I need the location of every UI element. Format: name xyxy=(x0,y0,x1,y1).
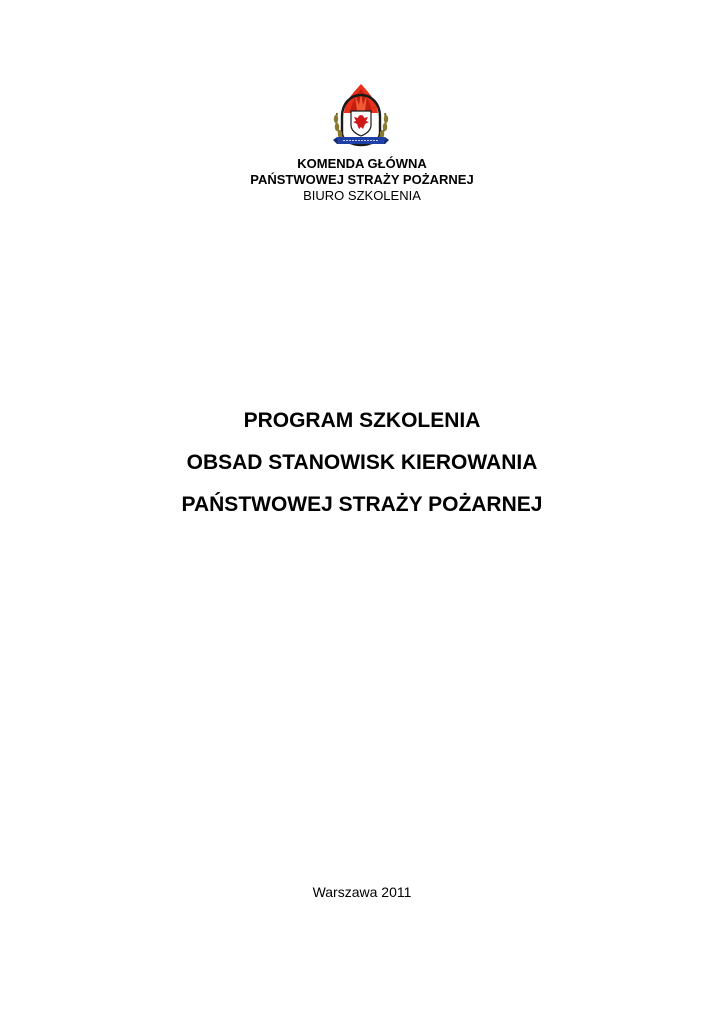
document-title-line-3: PAŃSTWOWEJ STRAŻY POŻARNEJ xyxy=(181,493,543,516)
place-and-date: Warszawa 2011 xyxy=(312,884,412,900)
fire-service-emblem-icon xyxy=(331,83,391,151)
header-department: BIURO SZKOLENIA xyxy=(303,188,421,203)
header-organization: KOMENDA GŁÓWNA xyxy=(297,156,427,171)
document-title-line-2: OBSAD STANOWISK KIEROWANIA xyxy=(186,451,538,474)
header-organization-subtitle: PAŃSTWOWEJ STRAŻY POŻARNEJ xyxy=(250,172,474,187)
document-title-line-1: PROGRAM SZKOLENIA xyxy=(243,409,481,432)
